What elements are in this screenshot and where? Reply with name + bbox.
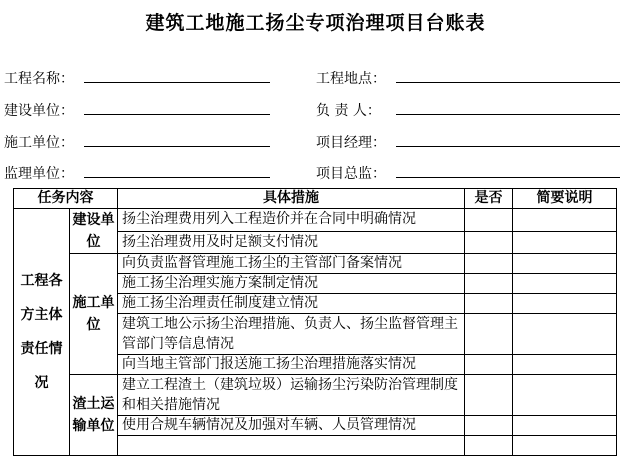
project-name-line[interactable] <box>84 68 270 83</box>
table-row <box>14 254 617 274</box>
notes-cell[interactable] <box>513 231 617 254</box>
responsible-label: 负 责 人： <box>316 103 381 119</box>
yes-no-cell[interactable] <box>465 274 513 294</box>
project-manager-label: 项目经理： <box>316 135 386 151</box>
project-manager-line[interactable] <box>396 132 620 147</box>
notes-cell[interactable] <box>513 375 617 416</box>
responsible-line[interactable] <box>396 100 620 115</box>
ledger-table <box>13 188 617 456</box>
notes-cell[interactable] <box>513 314 617 355</box>
measure-item: 向负责监督管理施工扬尘的主管部门备案情况 <box>118 254 465 274</box>
yes-no-cell[interactable] <box>465 355 513 375</box>
notes-cell[interactable] <box>513 436 617 456</box>
notes-cell[interactable] <box>513 416 617 436</box>
yes-no-cell[interactable] <box>465 436 513 456</box>
notes-cell[interactable] <box>513 274 617 294</box>
measure-item: 扬尘治理费用列入工程造价并在合同中明确情况 <box>118 209 465 232</box>
notes-cell[interactable] <box>513 209 617 232</box>
notes-cell[interactable] <box>513 355 617 375</box>
measure-item: 向当地主管部门报送施工扬尘治理措施落实情况 <box>118 355 465 375</box>
unit-transport: 渣土运输单位 <box>70 375 118 456</box>
yes-no-cell[interactable] <box>465 254 513 274</box>
project-name-label: 工程名称： <box>4 71 74 87</box>
measure-item: 使用合规车辆情况及加强对车辆、人员管理情况 <box>118 416 465 436</box>
unit-contractor: 施工单位 <box>70 254 118 375</box>
yes-no-cell[interactable] <box>465 314 513 355</box>
measure-item: 建筑工地公示扬尘治理措施、负责人、扬尘监督管理主管部门等信息情况 <box>118 314 465 355</box>
chief-supervisor-label: 项目总监： <box>316 166 386 182</box>
header-task: 任务内容 <box>14 189 118 209</box>
measure-item: 扬尘治理费用及时足额支付情况 <box>118 231 465 254</box>
unit-builder: 建设单位 <box>70 209 118 254</box>
header-notes: 简要说明 <box>513 189 617 209</box>
measure-item: 建立工程渣土（建筑垃圾）运输扬尘污染防治管理制度和相关措施情况 <box>118 375 465 416</box>
table-row <box>14 209 617 232</box>
measure-item: 施工扬尘治理责任制度建立情况 <box>118 294 465 314</box>
project-location-label: 工程地点： <box>316 71 386 87</box>
builder-label: 建设单位： <box>4 103 74 119</box>
contractor-label: 施工单位： <box>4 135 74 151</box>
notes-cell[interactable] <box>513 254 617 274</box>
document-title: 建筑工地施工扬尘专项治理项目台账表 <box>145 12 486 34</box>
yes-no-cell[interactable] <box>465 231 513 254</box>
project-location-line[interactable] <box>396 68 620 83</box>
contractor-line[interactable] <box>84 132 270 147</box>
table-header-row <box>14 189 617 209</box>
header-yes-no: 是否 <box>465 189 513 209</box>
yes-no-cell[interactable] <box>465 416 513 436</box>
yes-no-cell[interactable] <box>465 209 513 232</box>
measure-item: 施工扬尘治理实施方案制定情况 <box>118 274 465 294</box>
builder-line[interactable] <box>84 100 270 115</box>
table-row <box>14 375 617 416</box>
subject-cell: 工程各方主体责任情况 <box>14 209 70 456</box>
supervisor-line[interactable] <box>84 163 270 178</box>
supervisor-label: 监理单位： <box>4 166 74 182</box>
notes-cell[interactable] <box>513 294 617 314</box>
yes-no-cell[interactable] <box>465 375 513 416</box>
measure-item-empty <box>118 436 465 456</box>
chief-supervisor-line[interactable] <box>396 163 620 178</box>
yes-no-cell[interactable] <box>465 294 513 314</box>
header-measures: 具体措施 <box>118 189 465 209</box>
